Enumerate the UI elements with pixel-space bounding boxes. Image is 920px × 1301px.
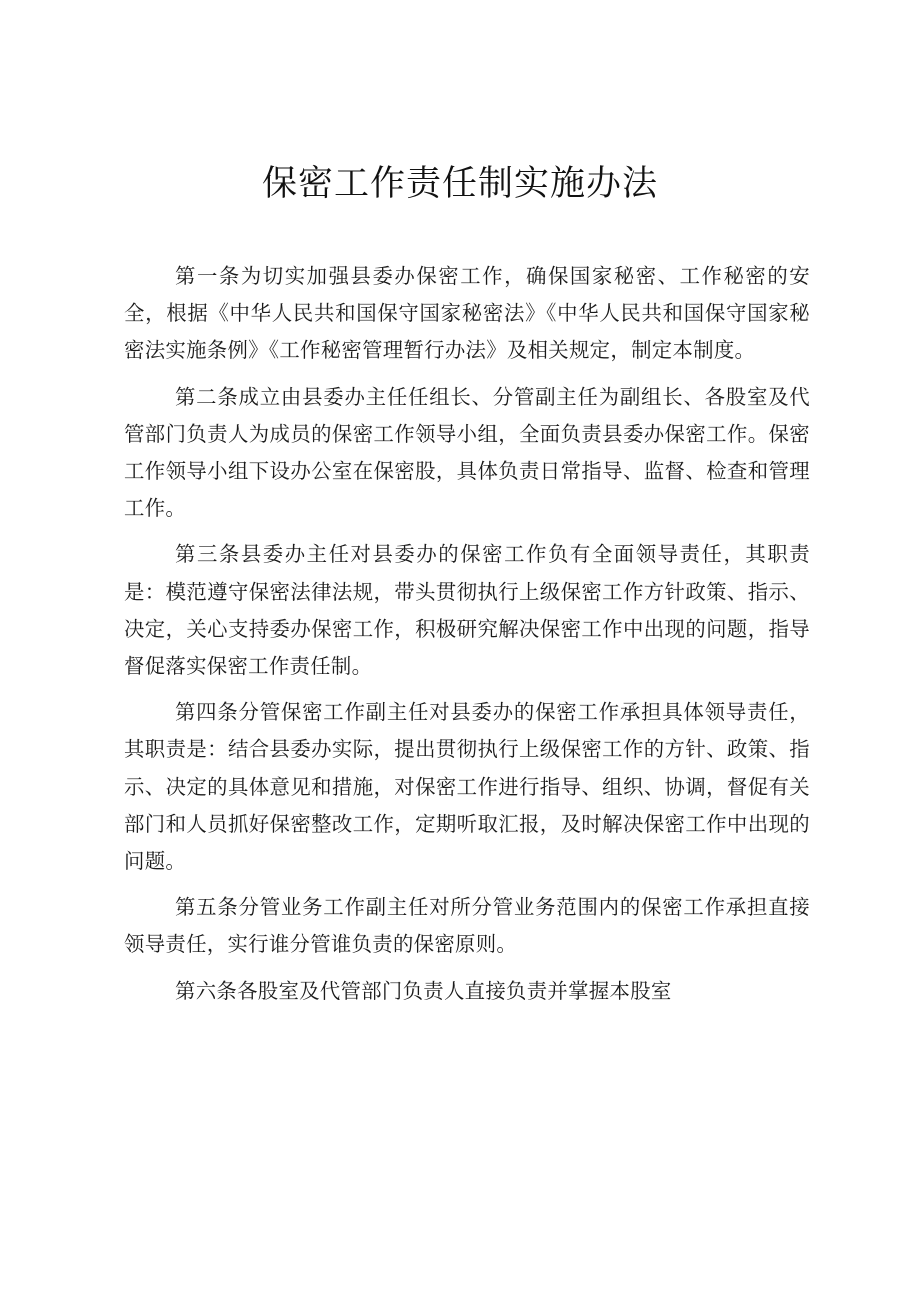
article-2-paragraph: 第二条成立由县委办主任任组长、分管副主任为副组长、各股室及代管部门负责人为成员的保密工作领导小组，全面负责县委办保密工作。保密工作领导小组下设办公室在保密股，具体负责日常指导、监督、检查和管理工作。 — [124, 384, 810, 521]
article-5-paragraph: 第五条分管业务工作副主任对所分管业务范围内的保密工作承担直接领导责任，实行谁分管谁负责的保密原则。 — [124, 895, 810, 957]
document-title: 保密工作责任制实施办法 — [261, 164, 658, 204]
document-body — [124, 258, 810, 1019]
article-1-paragraph: 第一条为切实加强县委办保密工作，确保国家秘密、工作秘密的安全，根据《中华人民共和国保守国家秘密法》《中华人民共和国保守国家秘密法实施条例》《工作秘密管理暂行办法》及相关规定，制定本制度。 — [124, 264, 810, 363]
article-6-paragraph: 第六条各股室及代管部门负责人直接负责并掌握本股室 — [175, 978, 672, 1003]
article-4-paragraph: 第四条分管保密工作副主任对县委办的保密工作承担具体领导责任，其职责是：结合县委办实际，提出贯彻执行上级保密工作的方针、政策、指示、决定的具体意见和措施，对保密工作进行指导、组织、协调，督促有关部门和人员抓好保密整改工作，定期听取汇报，及时解决保密工作中出现的问题。 — [124, 700, 810, 874]
article-3-paragraph: 第三条县委办主任对县委办的保密工作负有全面领导责任，其职责是：模范遵守保密法律法规，带头贯彻执行上级保密工作方针政策、指示、决定，关心支持委办保密工作，积极研究解决保密工作中出现的问题，指导督促落实保密工作责任制。 — [124, 542, 810, 679]
